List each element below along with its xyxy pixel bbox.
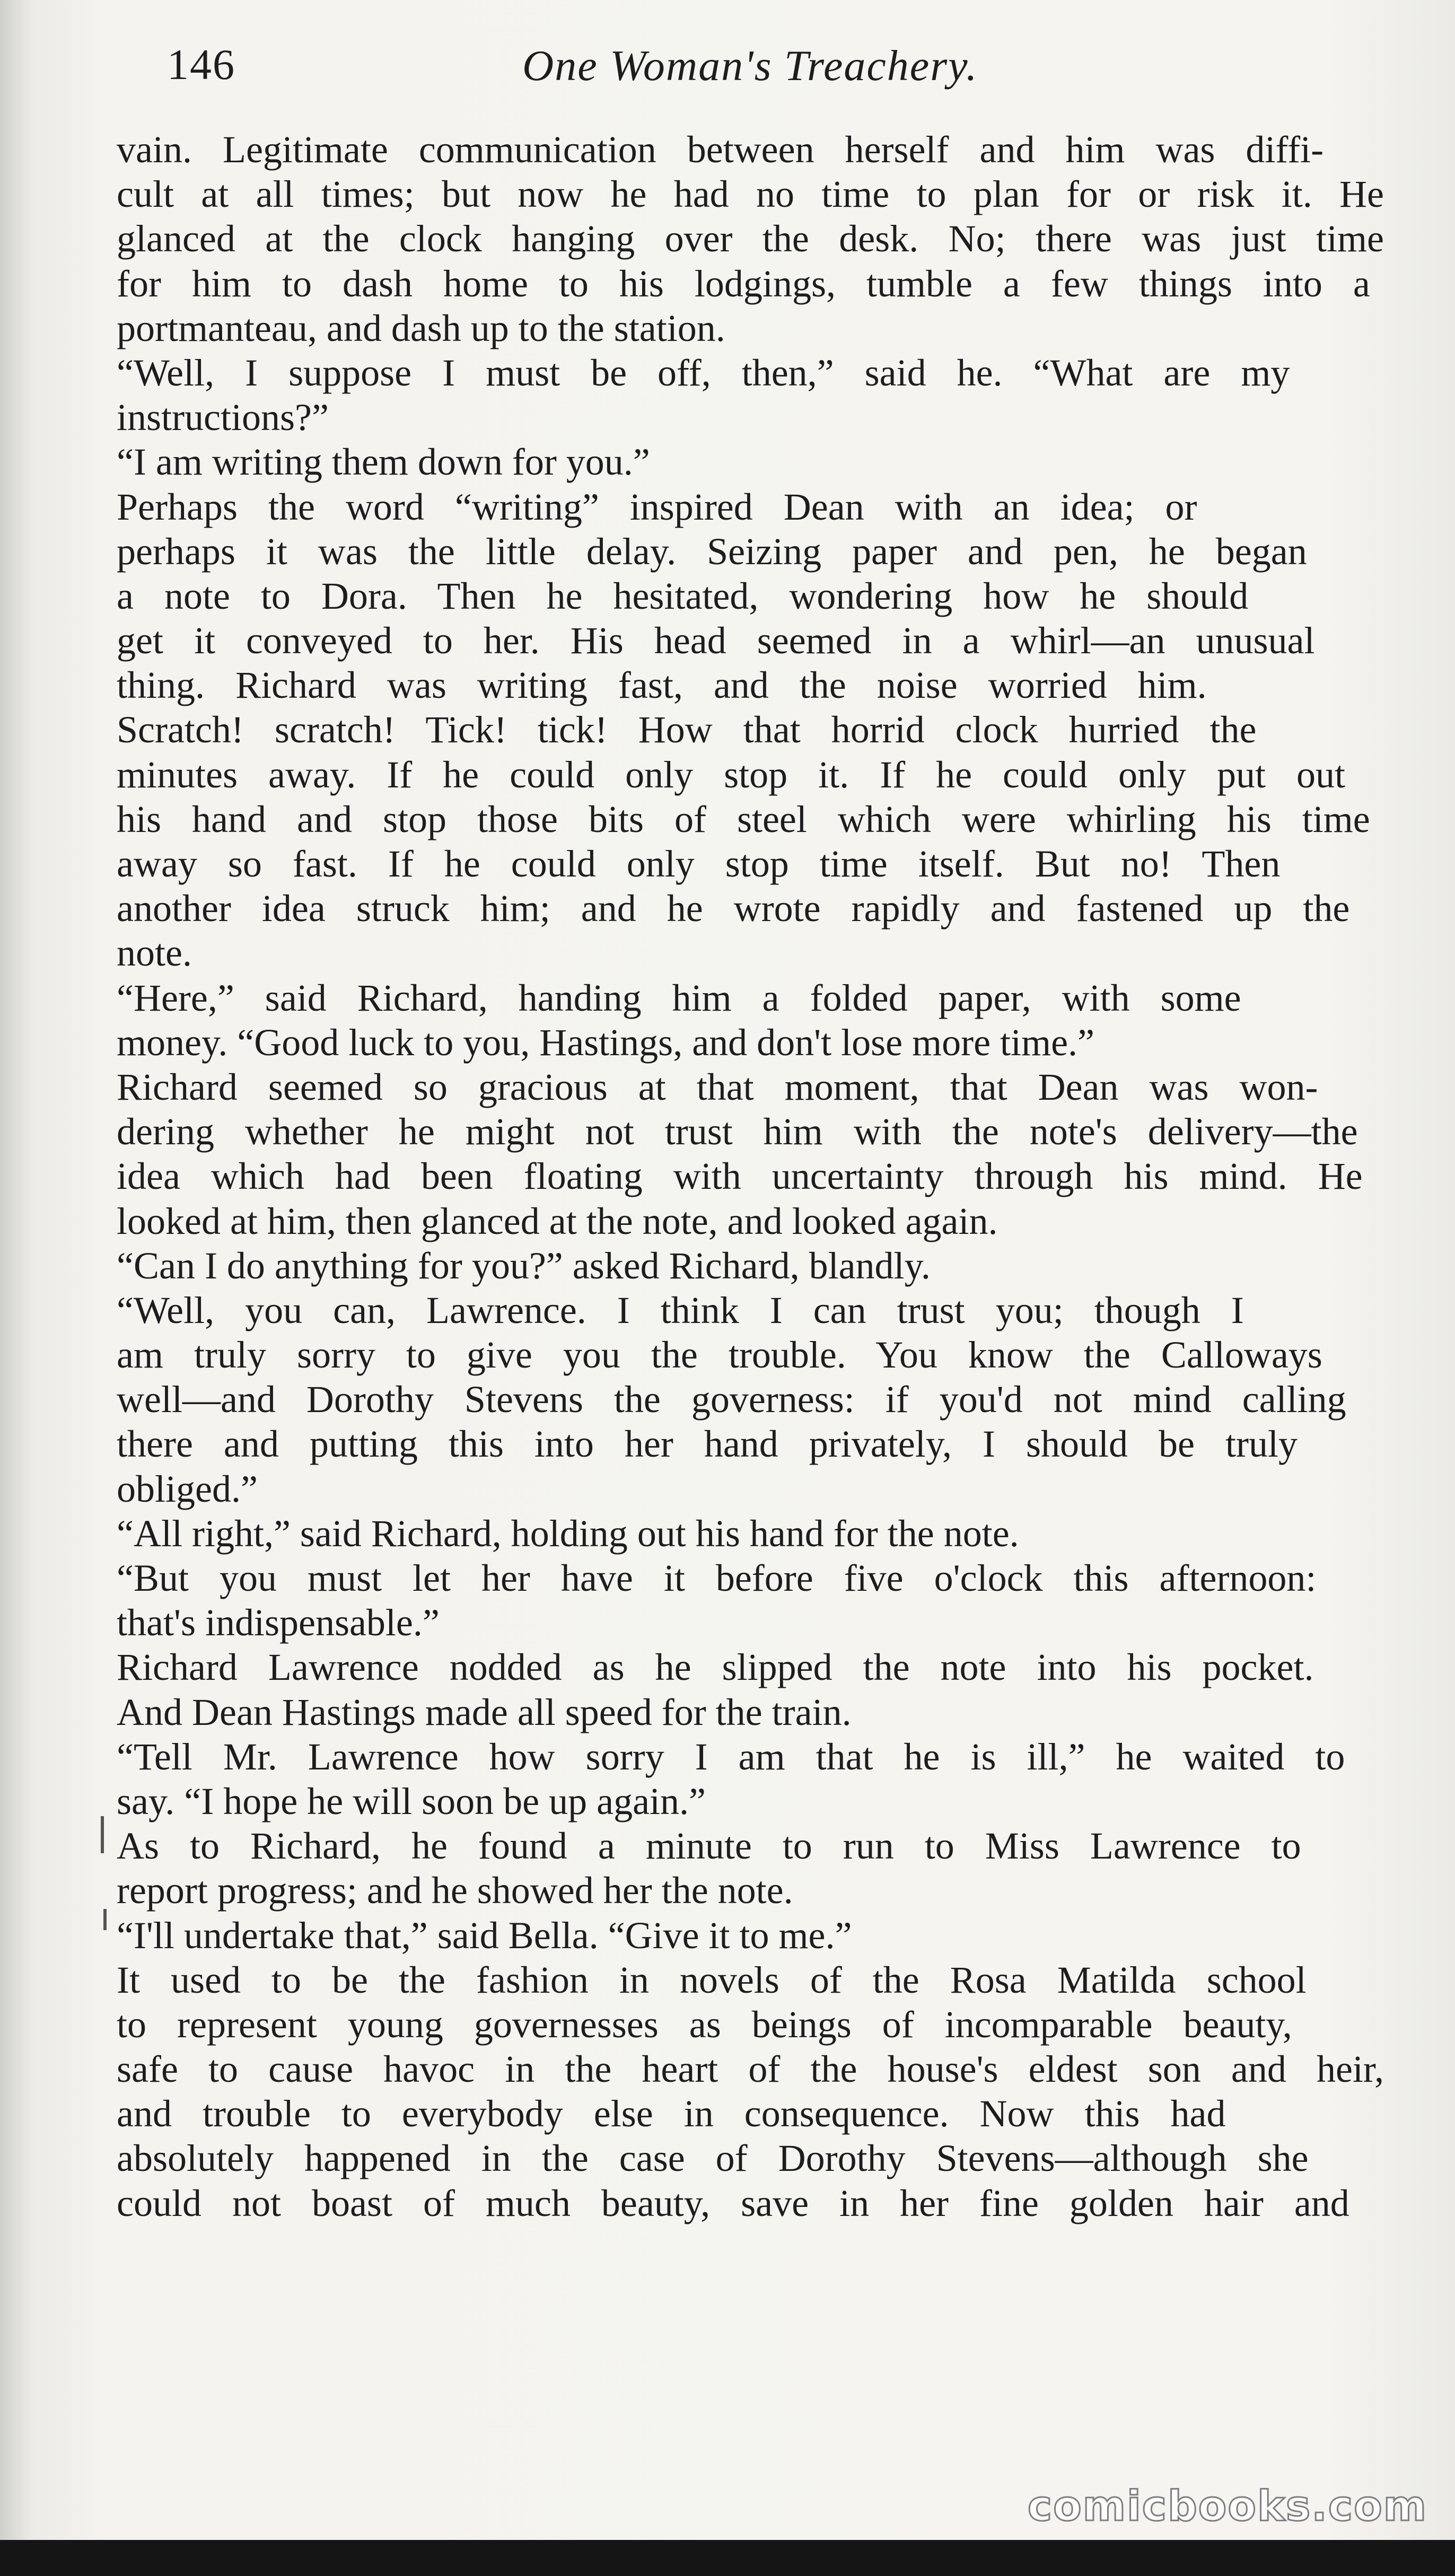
text-line (117, 351, 1384, 395)
page-header (162, 29, 1397, 114)
text-line (117, 1199, 1384, 1243)
body-text (117, 127, 1384, 2225)
text-line-content: As to Richard, he found a minute to run to Miss Lawrence to (117, 1825, 1301, 1868)
text-line-content: and trouble to everybody else in consequence. Now this had (117, 2092, 1226, 2135)
text-line-content: “Well, you can, Lawrence. I think I can trust you; though I (117, 1289, 1244, 1331)
text-line (117, 1600, 1384, 1645)
text-line (117, 172, 1384, 216)
text-line (117, 707, 1384, 752)
text-line (117, 1645, 1384, 1689)
text-line (117, 1422, 1384, 1466)
text-line-content: well—and Dorothy Stevens the governess: if you'd not mind calling (117, 1378, 1346, 1421)
text-line-content: cult at all times; but now he had no time to plan for or risk it. He (117, 173, 1384, 216)
text-line-content: away so fast. If he could only stop time itself. But no! Then (117, 843, 1281, 885)
margin-mark (101, 1816, 104, 1853)
text-line-content: Richard Lawrence nodded as he slipped the note into his pocket. (117, 1646, 1314, 1689)
text-line-content: get it conveyed to her. His head seemed in a whirl—an unusual (117, 619, 1315, 662)
text-line (117, 1556, 1384, 1600)
text-line (117, 1333, 1384, 1377)
text-line-content: glanced at the clock hanging over the desk. No; there was just time (117, 217, 1384, 260)
text-line-content: there and putting this into her hand privately, I should be truly (117, 1423, 1298, 1466)
text-line (117, 2181, 1384, 2225)
text-line-content: portmanteau, and dash up to the station. (117, 306, 725, 349)
text-line (117, 2002, 1384, 2047)
text-line-content: “Well, I suppose I must be off, then,” said he. “What are my (117, 351, 1290, 394)
text-line (117, 1377, 1384, 1422)
text-line (117, 1779, 1384, 1824)
text-line (117, 574, 1384, 618)
text-line-content: perhaps it was the little delay. Seizing paper and pen, he began (117, 530, 1307, 573)
text-line-content: “All right,” said Richard, holding out his hand for the note. (117, 1512, 1019, 1555)
text-line (117, 1109, 1384, 1154)
text-line (117, 1824, 1384, 1868)
text-line-content: “Can I do anything for you?” asked Richard, blandly. (117, 1244, 931, 1287)
text-line (117, 842, 1384, 886)
text-line (117, 886, 1384, 931)
text-line-content: It used to be the fashion in novels of the Rosa Matilda school (117, 1958, 1307, 2001)
text-line (117, 1243, 1384, 1288)
page-number: 146 (167, 40, 235, 89)
text-line-content: Perhaps the word “writing” inspired Dean with an idea; or (117, 485, 1197, 528)
text-line (117, 529, 1384, 574)
watermark-logo: comicbooks.com (1027, 2483, 1427, 2530)
text-line-content: money. “Good luck to you, Hastings, and don't lose more time.” (117, 1021, 1094, 1064)
text-line-content: thing. Richard was writing fast, and the noise worried him. (117, 664, 1207, 707)
text-line (117, 2091, 1384, 2136)
text-line (117, 261, 1384, 306)
text-line (117, 395, 1384, 440)
text-line-content: could not boast of much beauty, save in her fine golden hair and (117, 2181, 1349, 2224)
text-line (117, 618, 1384, 663)
text-line-content: absolutely happened in the case of Dorothy Stevens—although she (117, 2137, 1309, 2180)
text-line (117, 1467, 1384, 1511)
text-line-content: “Tell Mr. Lawrence how sorry I am that he is ill,” he waited to (117, 1735, 1345, 1778)
text-line-content: am truly sorry to give you the trouble. You know the Calloways (117, 1334, 1322, 1377)
text-line (117, 485, 1384, 529)
text-line-content: “But you must let her have it before five o'clock this afternoon: (117, 1557, 1317, 1599)
text-line-content: And Dean Hastings made all speed for the train. (117, 1690, 852, 1733)
text-line-content: looked at him, then glanced at the note, and looked again. (117, 1199, 998, 1242)
text-line-content: a note to Dora. Then he hesitated, wondering how he should (117, 574, 1249, 617)
text-line (117, 1868, 1384, 1913)
text-line (117, 1734, 1384, 1779)
text-line-content: report progress; and he showed her the note. (117, 1869, 793, 1912)
text-line-content: “Here,” said Richard, handing him a folded paper, with some (117, 976, 1241, 1019)
text-line-content: say. “I hope he will soon be up again.” (117, 1780, 706, 1823)
text-line-content: to represent young governesses as beings of incomparable beauty, (117, 2003, 1292, 2046)
text-line-content: another idea struck him; and he wrote rapidly and fastened up the (117, 887, 1350, 930)
text-line (117, 752, 1384, 797)
text-line (117, 931, 1384, 975)
text-line-content: instructions?” (117, 396, 329, 439)
text-line (117, 663, 1384, 707)
text-line-content: minutes away. If he could only stop it. If he could only put out (117, 753, 1346, 796)
text-line-content: Richard seemed so gracious at that moment, that Dean was won- (117, 1065, 1318, 1108)
text-line-content: obliged.” (117, 1467, 258, 1510)
text-line (117, 306, 1384, 351)
margin-mark (103, 1909, 107, 1930)
text-line-content: note. (117, 932, 192, 975)
text-line-content: his hand and stop those bits of steel which were whirling his time (117, 798, 1370, 840)
text-line (117, 1020, 1384, 1065)
text-line (117, 1154, 1384, 1198)
text-line-content: for him to dash home to his lodgings, tumble a few things into a (117, 262, 1370, 305)
text-line (117, 1288, 1384, 1333)
text-line (117, 797, 1384, 842)
text-line-content: “I am writing them down for you.” (117, 441, 650, 484)
text-line (117, 1065, 1384, 1109)
text-line (117, 1511, 1384, 1556)
text-line-content: that's indispensable.” (117, 1601, 440, 1644)
running-title: One Woman's Treachery. (522, 41, 978, 90)
text-line-content: idea which had been floating with uncertainty through his mind. He (117, 1155, 1363, 1198)
text-line-content: dering whether he might not trust him with the note's delivery—the (117, 1110, 1358, 1153)
text-line-content: safe to cause havoc in the heart of the house's eldest son and heir, (117, 2048, 1384, 2091)
text-line (117, 1913, 1384, 1958)
text-line (117, 1690, 1384, 1734)
text-line (117, 127, 1384, 172)
text-line (117, 2136, 1384, 2180)
text-line (117, 440, 1384, 484)
text-line (117, 976, 1384, 1020)
text-line (117, 216, 1384, 261)
text-line (117, 2047, 1384, 2091)
text-line (117, 1958, 1384, 2002)
text-line-content: “I'll undertake that,” said Bella. “Give it to me.” (117, 1914, 852, 1957)
text-line-content: vain. Legitimate communication between herself and him was diffi- (117, 128, 1324, 171)
scan-edge-band (0, 2540, 1455, 2576)
text-line-content: Scratch! scratch! Tick! tick! How that horrid clock hurried the (117, 708, 1257, 751)
